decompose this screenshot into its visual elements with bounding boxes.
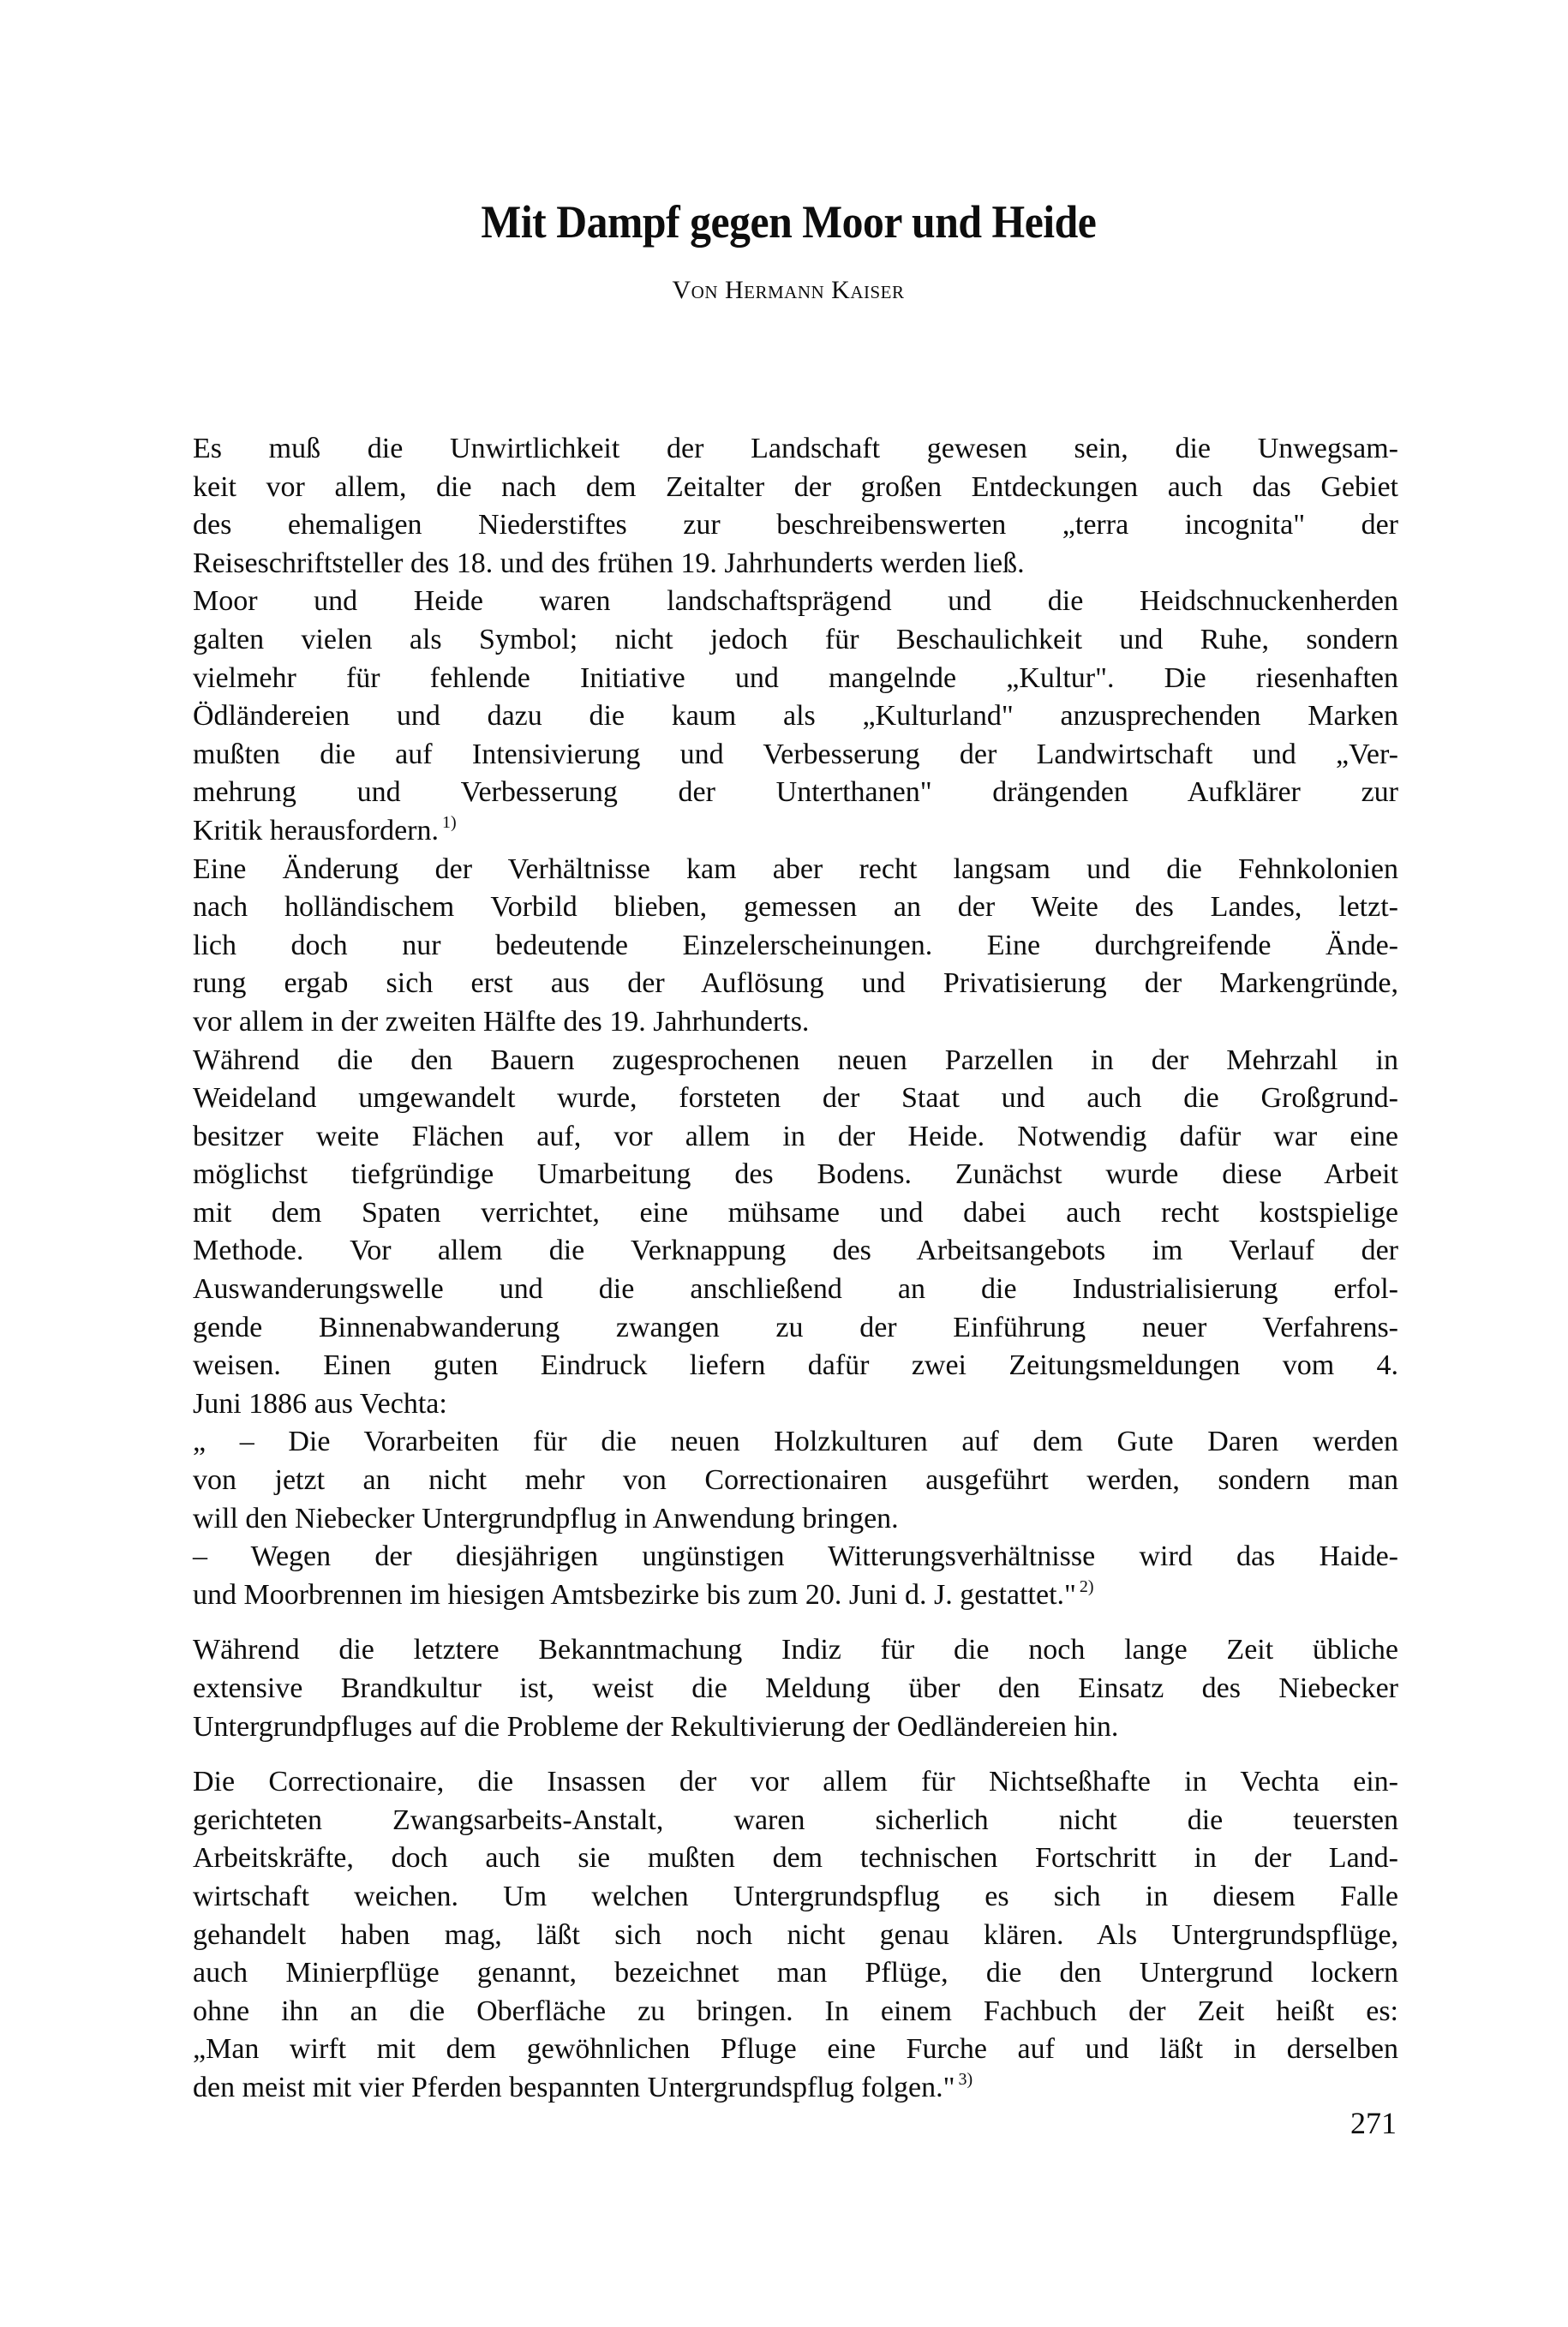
text-line: Arbeitskräfte, doch auch sie mußten dem technischen Fortschritt in der Land- (193, 1842, 1398, 1875)
paragraph (193, 1042, 1398, 1424)
footnote-marker[interactable]: 3) (958, 2069, 973, 2089)
text-line: mit dem Spaten verrichtet, eine mühsame und dabei auch recht kostspielige (193, 1196, 1398, 1229)
text-line: gende Binnenabwanderung zwangen zu der Einführung neuer Verfahrens- (193, 1311, 1398, 1343)
text-line: gerichteten Zwangsarbeits-Anstalt, waren sicherlich nicht die teuersten (193, 1804, 1398, 1836)
text-line-content: den meist mit vier Pferden bespannten Untergrundspflug folgen." (193, 2071, 955, 2103)
text-line: mehrung und Verbesserung der Unterthanen" drängenden Aufklärer zur (193, 776, 1398, 809)
text-line: – Wegen der diesjährigen ungünstigen Witterungsverhältnisse wird das Haide- (193, 1540, 1398, 1573)
text-line: „Man wirft mit dem gewöhnlichen Pfluge eine Furche auf und läßt in derselben (193, 2033, 1398, 2066)
newspaper-quote (193, 1538, 1398, 1614)
text-line: Untergrundpfluges auf die Probleme der Rekultivierung der Oedländereien hin. (193, 1710, 1119, 1743)
paragraph-gap (193, 1614, 1398, 1631)
text-line: auch Minierpflüge genannt, bezeichnet man Pflüge, die den Untergrund lockern (193, 1957, 1398, 1989)
text-line: Während die letztere Bekanntmachung Indiz für die noch lange Zeit übliche (193, 1634, 1398, 1666)
paragraph (193, 430, 1398, 583)
footnote-marker[interactable]: 2) (1079, 1576, 1094, 1596)
text-line (193, 2069, 1398, 2108)
paragraph (193, 1763, 1398, 2107)
text-line: möglichst tiefgründige Umarbeitung des Bodens. Zunächst wurde diese Arbeit (193, 1158, 1398, 1191)
text-line: keit vor allem, die nach dem Zeitalter der großen Entdeckungen auch das Gebiet (193, 470, 1398, 503)
text-line: „ – Die Vorarbeiten für die neuen Holzkulturen auf dem Gute Daren werden (193, 1426, 1398, 1458)
text-line: Die Correctionaire, die Insassen der vor allem für Nichtseßhafte in Vechta ein- (193, 1766, 1398, 1798)
text-line: mußten die auf Intensivierung und Verbesserung der Landwirtschaft und „Ver- (193, 738, 1398, 770)
newspaper-quote (193, 1423, 1398, 1538)
text-line: nach holländischem Vorbild blieben, gemessen an der Weite des Landes, letzt- (193, 891, 1398, 924)
text-line: will den Niebecker Untergrundpflug in Anwendung bringen. (193, 1502, 899, 1534)
text-line: extensive Brandkultur ist, weist die Meldung über den Einsatz des Niebecker (193, 1672, 1398, 1704)
paragraph (193, 851, 1398, 1042)
text-line: weisen. Einen guten Eindruck liefern dafür zwei Zeitungsmeldungen vom 4. (193, 1349, 1398, 1382)
text-line: Juni 1886 aus Vechta: (193, 1387, 447, 1420)
text-line-content: und Moorbrennen im hiesigen Amtsbezirke bis zum 20. Juni d. J. gestattet." (193, 1578, 1076, 1611)
text-line: Eine Änderung der Verhältnisse kam aber recht langsam und die Fehnkolonien (193, 852, 1398, 885)
article-body (193, 430, 1398, 2108)
text-line: ohne ihn an die Oberfläche zu bringen. In einem Fachbuch der Zeit heißt es: (193, 1995, 1398, 2027)
text-line: Moor und Heide waren landschaftsprägend und die Heidschnuckenherden (193, 585, 1398, 618)
paragraph (193, 1631, 1398, 1746)
article-byline: Von Hermann Kaiser (672, 276, 905, 304)
text-line: vor allem in der zweiten Hälfte des 19. Jahrhunderts. (193, 1005, 810, 1038)
text-line: rung ergab sich erst aus der Auflösung und Privatisierung der Markengründe, (193, 967, 1398, 1000)
text-line: von jetzt an nicht mehr von Correctionairen ausgeführt werden, sondern man (193, 1464, 1398, 1497)
text-line: Methode. Vor allem die Verknappung des Arbeitsangebots im Verlauf der (193, 1235, 1398, 1267)
text-line: galten vielen als Symbol; nicht jedoch für Beschaulichkeit und Ruhe, sondern (193, 623, 1398, 655)
paragraph-gap (193, 1746, 1398, 1763)
text-line: besitzer weite Flächen auf, vor allem in der Heide. Notwendig dafür war eine (193, 1120, 1398, 1152)
article-title: Mit Dampf gegen Moor und Heide (481, 196, 1097, 248)
text-line: Es muß die Unwirtlichkeit der Landschaft gewesen sein, die Unwegsam- (193, 433, 1398, 464)
text-line (193, 1576, 1398, 1615)
text-line-content: Kritik herausfordern. (193, 814, 440, 846)
text-line: Während die den Bauern zugesprochenen neuen Parzellen in der Mehrzahl in (193, 1044, 1398, 1076)
text-line: wirtschaft weichen. Um welchen Untergrundspflug es sich in diesem Falle (193, 1880, 1398, 1912)
text-line: Weideland umgewandelt wurde, forsteten der Staat und auch die Großgrund- (193, 1082, 1398, 1115)
paragraph (193, 583, 1398, 850)
text-line: des ehemaligen Niederstiftes zur beschreibenswerten „terra incognita" der (193, 509, 1398, 541)
text-line: lich doch nur bedeutende Einzelerscheinungen. Eine durchgreifende Ände- (193, 929, 1398, 961)
text-line: Reiseschriftsteller des 18. und des frühen 19. Jahrhunderts werden ließ. (193, 547, 1025, 579)
text-line: gehandelt haben mag, läßt sich noch nicht genau klären. Als Untergrundspflüge, (193, 1918, 1398, 1951)
text-line: Ödländereien und dazu die kaum als „Kulturland" anzusprechenden Marken (193, 700, 1398, 733)
page-number: 271 (1350, 2106, 1397, 2140)
text-line (193, 812, 1398, 851)
text-line: Auswanderungswelle und die anschließend an die Industrialisierung erfol- (193, 1273, 1398, 1306)
footnote-marker[interactable]: 1) (442, 812, 457, 832)
text-line: vielmehr für fehlende Initiative und mangelnde „Kultur". Die riesenhaften (193, 661, 1398, 694)
